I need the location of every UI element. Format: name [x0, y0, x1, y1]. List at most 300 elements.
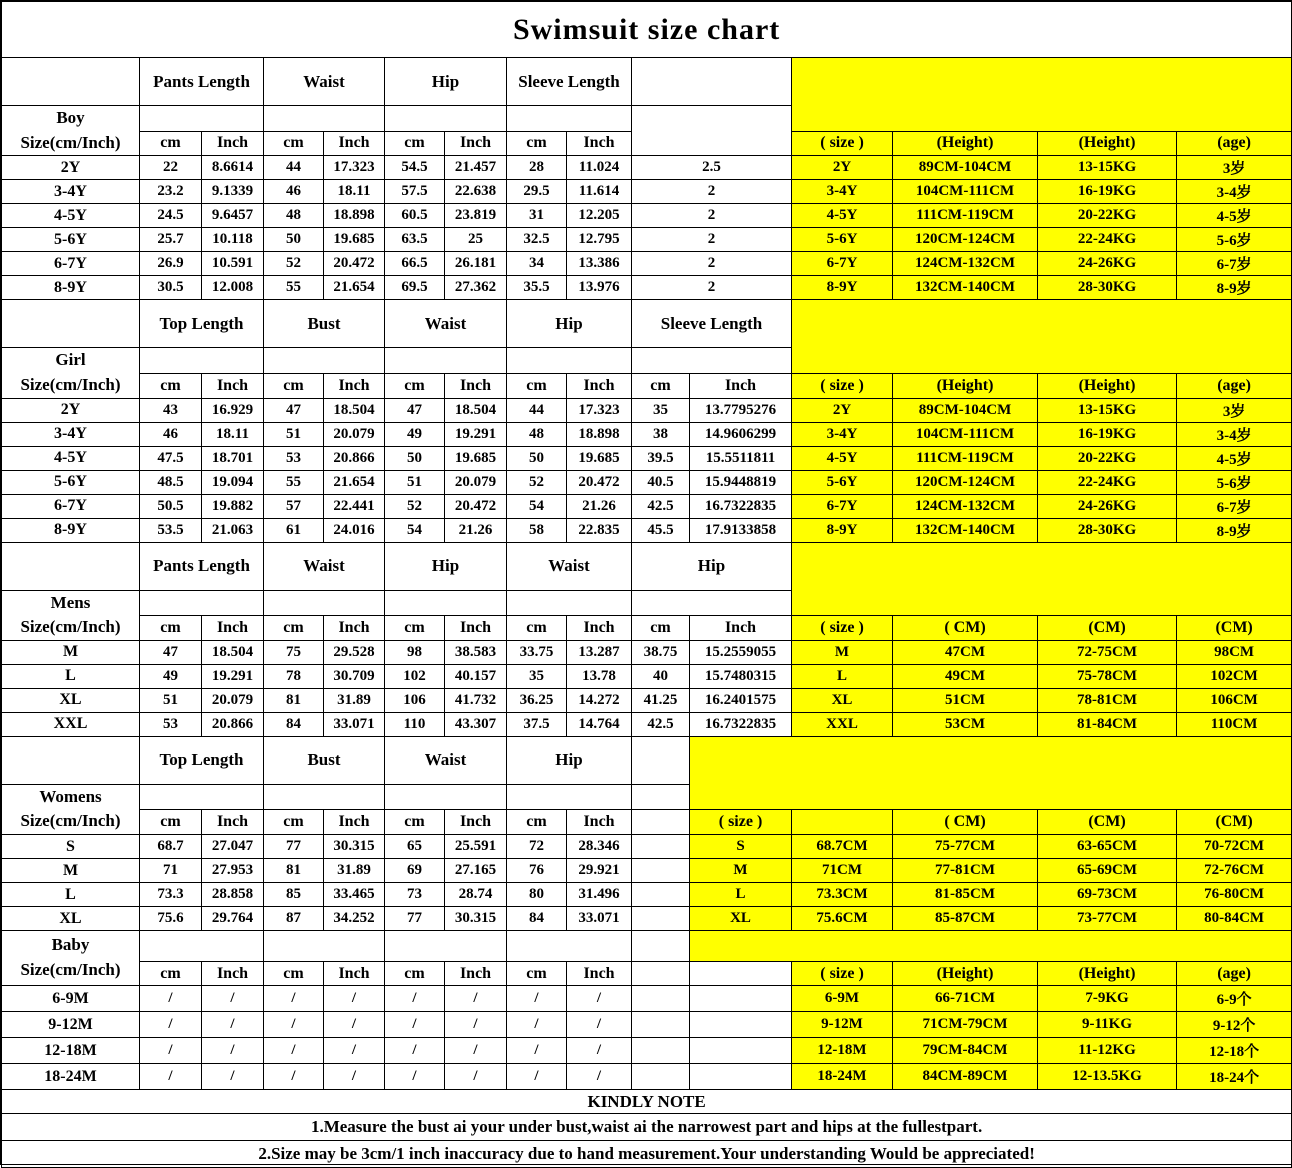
- boy-value-cell: 13.386: [567, 252, 632, 276]
- boy-value-cell: 66.5: [385, 252, 445, 276]
- boy-value-cell: 32.5: [507, 228, 567, 252]
- girl-yellow-value: 124CM-132CM: [893, 494, 1038, 518]
- baby-value-cell: /: [264, 1064, 324, 1090]
- boy-value-cell: 12.795: [567, 228, 632, 252]
- blank-cell: [632, 907, 690, 931]
- blank-cell: [632, 810, 690, 835]
- blank-cell: [507, 348, 632, 374]
- blank-cell: [385, 106, 507, 132]
- mens-value-cell: 16.2401575: [690, 688, 792, 712]
- boy-value-cell: 18.898: [324, 204, 385, 228]
- baby-unit-header: cm: [140, 962, 202, 986]
- boy-yellow-value: 24-26KG: [1038, 252, 1177, 276]
- girl-value-cell: 50: [385, 446, 445, 470]
- boy-yellow-header: (age): [1177, 131, 1292, 156]
- mens-unit-header: cm: [385, 616, 445, 641]
- boy-row-label: 8-9Y: [2, 276, 140, 300]
- blank-cell: [632, 835, 690, 859]
- baby-yellow-value: 12-13.5KG: [1038, 1064, 1177, 1090]
- blank-cell: [140, 590, 264, 616]
- womens-value-cell: 75.6: [140, 907, 202, 931]
- blank-cell: [632, 784, 690, 810]
- girl-value-cell: 48.5: [140, 470, 202, 494]
- boy-value-cell: 50: [264, 228, 324, 252]
- baby-value-cell: /: [324, 1012, 385, 1038]
- girl-value-cell: 54: [385, 518, 445, 542]
- baby-unit-header: cm: [264, 962, 324, 986]
- boy-value-cell: 21.457: [445, 156, 507, 180]
- mens-measure-header: Hip: [385, 542, 507, 590]
- girl-value-cell: 35: [632, 398, 690, 422]
- girl-value-cell: 50.5: [140, 494, 202, 518]
- girl-unit-header: Inch: [445, 373, 507, 398]
- boy-value-cell: 35.5: [507, 276, 567, 300]
- boy-measure-header: Waist: [264, 58, 385, 106]
- baby-yellow-value: 84CM-89CM: [893, 1064, 1038, 1090]
- baby-yellow-value: 7-9KG: [1038, 986, 1177, 1012]
- girl-value-cell: 61: [264, 518, 324, 542]
- womens-yellow-value: XL: [690, 907, 792, 931]
- mens-value-cell: 98: [385, 640, 445, 664]
- girl-measure-header: Hip: [507, 300, 632, 348]
- girl-section-subtitle: Size(cm/Inch): [20, 374, 121, 394]
- girl-value-cell: 16.929: [202, 398, 264, 422]
- baby-value-cell: /: [324, 986, 385, 1012]
- boy-value-cell: 11.614: [567, 180, 632, 204]
- boy-sleeve-extra-cell: 2: [632, 228, 792, 252]
- girl-value-cell: 47.5: [140, 446, 202, 470]
- baby-value-cell: /: [385, 1038, 445, 1064]
- boy-value-cell: 24.5: [140, 204, 202, 228]
- baby-value-cell: /: [324, 1038, 385, 1064]
- mens-yellow-value: 106CM: [1177, 688, 1292, 712]
- womens-measure-header: Hip: [507, 736, 632, 784]
- girl-row-label: 8-9Y: [2, 518, 140, 542]
- mens-value-cell: 29.528: [324, 640, 385, 664]
- womens-unit-header: Inch: [324, 810, 385, 835]
- mens-value-cell: 40: [632, 664, 690, 688]
- girl-yellow-value: 16-19KG: [1038, 422, 1177, 446]
- womens-yellow-value: 71CM: [792, 859, 893, 883]
- womens-yellow-value: 65-69CM: [1038, 859, 1177, 883]
- womens-unit-header: cm: [264, 810, 324, 835]
- note-line: 1.Measure the bust ai your under bust,waist ai the narrowest part and hips at the fullestpart.: [2, 1114, 1292, 1141]
- girl-section-label: [2, 348, 140, 398]
- blank-cell: [632, 736, 690, 784]
- girl-value-cell: 19.291: [445, 422, 507, 446]
- girl-yellow-value: 3-4Y: [792, 422, 893, 446]
- mens-value-cell: 15.2559055: [690, 640, 792, 664]
- womens-yellow-value: 80-84CM: [1177, 907, 1292, 931]
- girl-yellow-value: 6-7Y: [792, 494, 893, 518]
- girl-yellow-header: (Height): [893, 373, 1038, 398]
- girl-value-cell: 50: [507, 446, 567, 470]
- mens-value-cell: 18.504: [202, 640, 264, 664]
- boy-value-cell: 69.5: [385, 276, 445, 300]
- baby-value-cell: /: [202, 1064, 264, 1090]
- mens-measure-header: Waist: [264, 542, 385, 590]
- mens-value-cell: 49: [140, 664, 202, 688]
- girl-value-cell: 40.5: [632, 470, 690, 494]
- boy-yellow-header: ( size ): [792, 131, 893, 156]
- blank-cell: [140, 931, 264, 962]
- mens-value-cell: 102: [385, 664, 445, 688]
- mens-yellow-header: ( CM): [893, 616, 1038, 641]
- girl-yellow-value: 120CM-124CM: [893, 470, 1038, 494]
- mens-value-cell: 43.307: [445, 712, 507, 736]
- boy-measure-header: Hip: [385, 58, 507, 106]
- boy-value-cell: 27.362: [445, 276, 507, 300]
- mens-unit-header: Inch: [324, 616, 385, 641]
- blank-cell: [507, 784, 632, 810]
- womens-yellow-value: 77-81CM: [893, 859, 1038, 883]
- baby-yellow-value: 6-9个: [1177, 986, 1292, 1012]
- womens-value-cell: 71: [140, 859, 202, 883]
- womens-yellow-header: [792, 810, 893, 835]
- womens-yellow-value: 72-76CM: [1177, 859, 1292, 883]
- mens-value-cell: 20.866: [202, 712, 264, 736]
- boy-sleeve-extra-cell: 2: [632, 276, 792, 300]
- baby-value-cell: /: [567, 986, 632, 1012]
- mens-value-cell: 30.709: [324, 664, 385, 688]
- womens-value-cell: 81: [264, 859, 324, 883]
- boy-value-cell: 23.2: [140, 180, 202, 204]
- blank-cell: [507, 931, 632, 962]
- boy-value-cell: 10.118: [202, 228, 264, 252]
- boy-value-cell: 54.5: [385, 156, 445, 180]
- womens-row-label: M: [2, 859, 140, 883]
- baby-yellow-value: 9-11KG: [1038, 1012, 1177, 1038]
- boy-value-cell: 12.205: [567, 204, 632, 228]
- blank-cell: [507, 590, 632, 616]
- womens-yellow-value: L: [690, 883, 792, 907]
- womens-value-cell: 69: [385, 859, 445, 883]
- baby-yellow-value: 79CM-84CM: [893, 1038, 1038, 1064]
- girl-yellow-value: 8-9岁: [1177, 518, 1292, 542]
- womens-value-cell: 28.346: [567, 835, 632, 859]
- blank-cell: [690, 962, 792, 986]
- boy-yellow-value: 6-7Y: [792, 252, 893, 276]
- boy-row-label: 2Y: [2, 156, 140, 180]
- girl-measure-header: Waist: [385, 300, 507, 348]
- mens-value-cell: 20.079: [202, 688, 264, 712]
- mens-yellow-value: L: [792, 664, 893, 688]
- baby-value-cell: /: [385, 1012, 445, 1038]
- girl-yellow-value: 3岁: [1177, 398, 1292, 422]
- blank-cell: [632, 1012, 690, 1038]
- womens-row-label: L: [2, 883, 140, 907]
- boy-value-cell: 22: [140, 156, 202, 180]
- girl-value-cell: 54: [507, 494, 567, 518]
- womens-yellow-header: ( CM): [893, 810, 1038, 835]
- mens-section-label: [2, 590, 140, 640]
- blank-cell: [632, 590, 792, 616]
- mens-yellow-value: 49CM: [893, 664, 1038, 688]
- girl-value-cell: 20.079: [445, 470, 507, 494]
- girl-yellow-header: (Height): [1038, 373, 1177, 398]
- mens-yellow-value: 110CM: [1177, 712, 1292, 736]
- boy-value-cell: 26.9: [140, 252, 202, 276]
- girl-value-cell: 52: [507, 470, 567, 494]
- girl-value-cell: 46: [140, 422, 202, 446]
- baby-yellow-value: 18-24个: [1177, 1064, 1292, 1090]
- womens-value-cell: 84: [507, 907, 567, 931]
- baby-value-cell: /: [202, 986, 264, 1012]
- girl-row-label: 5-6Y: [2, 470, 140, 494]
- mens-yellow-value: 102CM: [1177, 664, 1292, 688]
- boy-sleeve-extra-cell: 2: [632, 204, 792, 228]
- boy-yellow-value: 2Y: [792, 156, 893, 180]
- girl-value-cell: 17.9133858: [690, 518, 792, 542]
- blank-cell: [632, 1038, 690, 1064]
- girl-row-label: 4-5Y: [2, 446, 140, 470]
- boy-value-cell: 48: [264, 204, 324, 228]
- womens-unit-header: Inch: [567, 810, 632, 835]
- boy-value-cell: 19.685: [324, 228, 385, 252]
- baby-value-cell: /: [140, 1012, 202, 1038]
- boy-yellow-value: 3-4Y: [792, 180, 893, 204]
- womens-yellow-value: 76-80CM: [1177, 883, 1292, 907]
- header-spacer-cell: [2, 300, 140, 348]
- mens-row-label: XL: [2, 688, 140, 712]
- baby-yellow-value: 11-12KG: [1038, 1038, 1177, 1064]
- girl-value-cell: 19.094: [202, 470, 264, 494]
- boy-yellow-band: [792, 58, 1292, 132]
- boy-yellow-header: (Height): [893, 131, 1038, 156]
- womens-unit-header: cm: [385, 810, 445, 835]
- girl-value-cell: 47: [385, 398, 445, 422]
- mens-unit-header: Inch: [445, 616, 507, 641]
- girl-value-cell: 18.504: [445, 398, 507, 422]
- womens-value-cell: 80: [507, 883, 567, 907]
- boy-yellow-value: 4-5岁: [1177, 204, 1292, 228]
- girl-value-cell: 20.079: [324, 422, 385, 446]
- baby-value-cell: /: [445, 1064, 507, 1090]
- womens-yellow-value: 81-85CM: [893, 883, 1038, 907]
- boy-value-cell: 12.008: [202, 276, 264, 300]
- boy-unit-header: cm: [264, 131, 324, 156]
- mens-yellow-header: (CM): [1038, 616, 1177, 641]
- womens-yellow-value: 68.7CM: [792, 835, 893, 859]
- mens-value-cell: 40.157: [445, 664, 507, 688]
- size-chart-table: [1, 1, 1292, 1168]
- womens-value-cell: 73: [385, 883, 445, 907]
- girl-row-label: 3-4Y: [2, 422, 140, 446]
- mens-measure-header: Pants Length: [140, 542, 264, 590]
- mens-measure-header: Hip: [632, 542, 792, 590]
- baby-yellow-header: ( size ): [792, 962, 893, 986]
- boy-value-cell: 60.5: [385, 204, 445, 228]
- mens-yellow-value: 81-84CM: [1038, 712, 1177, 736]
- baby-value-cell: /: [264, 1012, 324, 1038]
- boy-unit-header: Inch: [445, 131, 507, 156]
- womens-measure-header: Bust: [264, 736, 385, 784]
- womens-yellow-value: 75.6CM: [792, 907, 893, 931]
- girl-value-cell: 20.472: [445, 494, 507, 518]
- boy-value-cell: 13.976: [567, 276, 632, 300]
- mens-yellow-value: 75-78CM: [1038, 664, 1177, 688]
- boy-unit-header: cm: [507, 131, 567, 156]
- womens-measure-header: Top Length: [140, 736, 264, 784]
- girl-unit-header: cm: [140, 373, 202, 398]
- womens-yellow-header: ( size ): [690, 810, 792, 835]
- boy-yellow-value: 104CM-111CM: [893, 180, 1038, 204]
- mens-section-title: Mens: [50, 592, 91, 612]
- boy-value-cell: 22.638: [445, 180, 507, 204]
- boy-value-cell: 29.5: [507, 180, 567, 204]
- girl-value-cell: 20.866: [324, 446, 385, 470]
- baby-yellow-value: 12-18个: [1177, 1038, 1292, 1064]
- mens-value-cell: 33.75: [507, 640, 567, 664]
- blank-cell: [264, 784, 385, 810]
- blank-cell: [690, 1038, 792, 1064]
- girl-unit-header: cm: [264, 373, 324, 398]
- mens-value-cell: 35: [507, 664, 567, 688]
- mens-yellow-value: XL: [792, 688, 893, 712]
- boy-measure-header: Pants Length: [140, 58, 264, 106]
- blank-cell: [140, 348, 264, 374]
- boy-value-cell: 21.654: [324, 276, 385, 300]
- blank-cell: [632, 106, 792, 156]
- baby-value-cell: /: [385, 986, 445, 1012]
- womens-value-cell: 25.591: [445, 835, 507, 859]
- mens-value-cell: 106: [385, 688, 445, 712]
- womens-value-cell: 31.496: [567, 883, 632, 907]
- boy-value-cell: 25: [445, 228, 507, 252]
- womens-value-cell: 28.74: [445, 883, 507, 907]
- baby-unit-header: cm: [385, 962, 445, 986]
- baby-section-subtitle: Size(cm/Inch): [20, 960, 121, 980]
- boy-value-cell: 30.5: [140, 276, 202, 300]
- chart-title: Swimsuit size chart: [2, 2, 1292, 58]
- womens-section-label: [2, 784, 140, 834]
- blank-cell: [264, 590, 385, 616]
- womens-value-cell: 31.89: [324, 859, 385, 883]
- blank-cell: [264, 106, 385, 132]
- baby-value-cell: /: [324, 1064, 385, 1090]
- girl-value-cell: 42.5: [632, 494, 690, 518]
- boy-unit-header: cm: [385, 131, 445, 156]
- boy-unit-header: Inch: [567, 131, 632, 156]
- note-line: 2.Size may be 3cm/1 inch inaccuracy due to hand measurement.Your understanding Would be appreciated!: [2, 1141, 1292, 1168]
- womens-value-cell: 65: [385, 835, 445, 859]
- girl-yellow-value: 4-5岁: [1177, 446, 1292, 470]
- boy-yellow-value: 13-15KG: [1038, 156, 1177, 180]
- baby-yellow-value: 6-9M: [792, 986, 893, 1012]
- girl-value-cell: 49: [385, 422, 445, 446]
- mens-unit-header: cm: [507, 616, 567, 641]
- blank-cell: [385, 348, 507, 374]
- mens-value-cell: 41.732: [445, 688, 507, 712]
- blank-cell: [632, 348, 792, 374]
- womens-value-cell: 30.315: [324, 835, 385, 859]
- mens-value-cell: 81: [264, 688, 324, 712]
- blank-cell: [632, 883, 690, 907]
- boy-yellow-header: (Height): [1038, 131, 1177, 156]
- womens-row-label: XL: [2, 907, 140, 931]
- girl-value-cell: 53: [264, 446, 324, 470]
- womens-value-cell: 27.953: [202, 859, 264, 883]
- boy-unit-header: Inch: [202, 131, 264, 156]
- womens-unit-header: cm: [140, 810, 202, 835]
- header-spacer-cell: [2, 58, 140, 106]
- womens-value-cell: 28.858: [202, 883, 264, 907]
- girl-measure-header: Top Length: [140, 300, 264, 348]
- blank-cell: [140, 784, 264, 810]
- girl-yellow-value: 111CM-119CM: [893, 446, 1038, 470]
- girl-value-cell: 44: [507, 398, 567, 422]
- boy-yellow-value: 28-30KG: [1038, 276, 1177, 300]
- baby-unit-header: Inch: [567, 962, 632, 986]
- womens-section-title: Womens: [39, 786, 102, 806]
- boy-yellow-value: 20-22KG: [1038, 204, 1177, 228]
- girl-value-cell: 52: [385, 494, 445, 518]
- womens-yellow-value: M: [690, 859, 792, 883]
- mens-value-cell: 47: [140, 640, 202, 664]
- boy-yellow-value: 22-24KG: [1038, 228, 1177, 252]
- girl-unit-header: Inch: [567, 373, 632, 398]
- girl-measure-header: Bust: [264, 300, 385, 348]
- girl-value-cell: 51: [385, 470, 445, 494]
- womens-yellow-header: (CM): [1038, 810, 1177, 835]
- blank-cell: [632, 859, 690, 883]
- womens-measure-header: Waist: [385, 736, 507, 784]
- womens-yellow-value: S: [690, 835, 792, 859]
- womens-yellow-value: 69-73CM: [1038, 883, 1177, 907]
- girl-value-cell: 47: [264, 398, 324, 422]
- mens-value-cell: 33.071: [324, 712, 385, 736]
- baby-value-cell: /: [202, 1038, 264, 1064]
- boy-value-cell: 28: [507, 156, 567, 180]
- mens-value-cell: 13.287: [567, 640, 632, 664]
- mens-unit-header: cm: [264, 616, 324, 641]
- boy-value-cell: 26.181: [445, 252, 507, 276]
- girl-yellow-value: 5-6岁: [1177, 470, 1292, 494]
- boy-value-cell: 10.591: [202, 252, 264, 276]
- blank-cell: [632, 58, 792, 106]
- boy-value-cell: 31: [507, 204, 567, 228]
- boy-value-cell: 46: [264, 180, 324, 204]
- mens-yellow-value: 47CM: [893, 640, 1038, 664]
- womens-value-cell: 77: [385, 907, 445, 931]
- boy-yellow-value: 8-9岁: [1177, 276, 1292, 300]
- mens-unit-header: Inch: [202, 616, 264, 641]
- blank-cell: [632, 931, 690, 962]
- baby-value-cell: /: [140, 986, 202, 1012]
- boy-sleeve-extra-cell: 2: [632, 252, 792, 276]
- womens-unit-header: Inch: [445, 810, 507, 835]
- boy-section-label: [2, 106, 140, 156]
- girl-value-cell: 53.5: [140, 518, 202, 542]
- womens-value-cell: 27.165: [445, 859, 507, 883]
- baby-value-cell: /: [445, 1012, 507, 1038]
- mens-unit-header: cm: [632, 616, 690, 641]
- womens-value-cell: 27.047: [202, 835, 264, 859]
- boy-row-label: 4-5Y: [2, 204, 140, 228]
- girl-value-cell: 16.7322835: [690, 494, 792, 518]
- girl-yellow-value: 132CM-140CM: [893, 518, 1038, 542]
- blank-cell: [690, 1064, 792, 1090]
- mens-value-cell: 75: [264, 640, 324, 664]
- girl-value-cell: 21.26: [567, 494, 632, 518]
- mens-yellow-header: (CM): [1177, 616, 1292, 641]
- boy-value-cell: 11.024: [567, 156, 632, 180]
- girl-value-cell: 43: [140, 398, 202, 422]
- womens-value-cell: 76: [507, 859, 567, 883]
- boy-row-label: 5-6Y: [2, 228, 140, 252]
- girl-value-cell: 19.685: [567, 446, 632, 470]
- mens-yellow-value: 78-81CM: [1038, 688, 1177, 712]
